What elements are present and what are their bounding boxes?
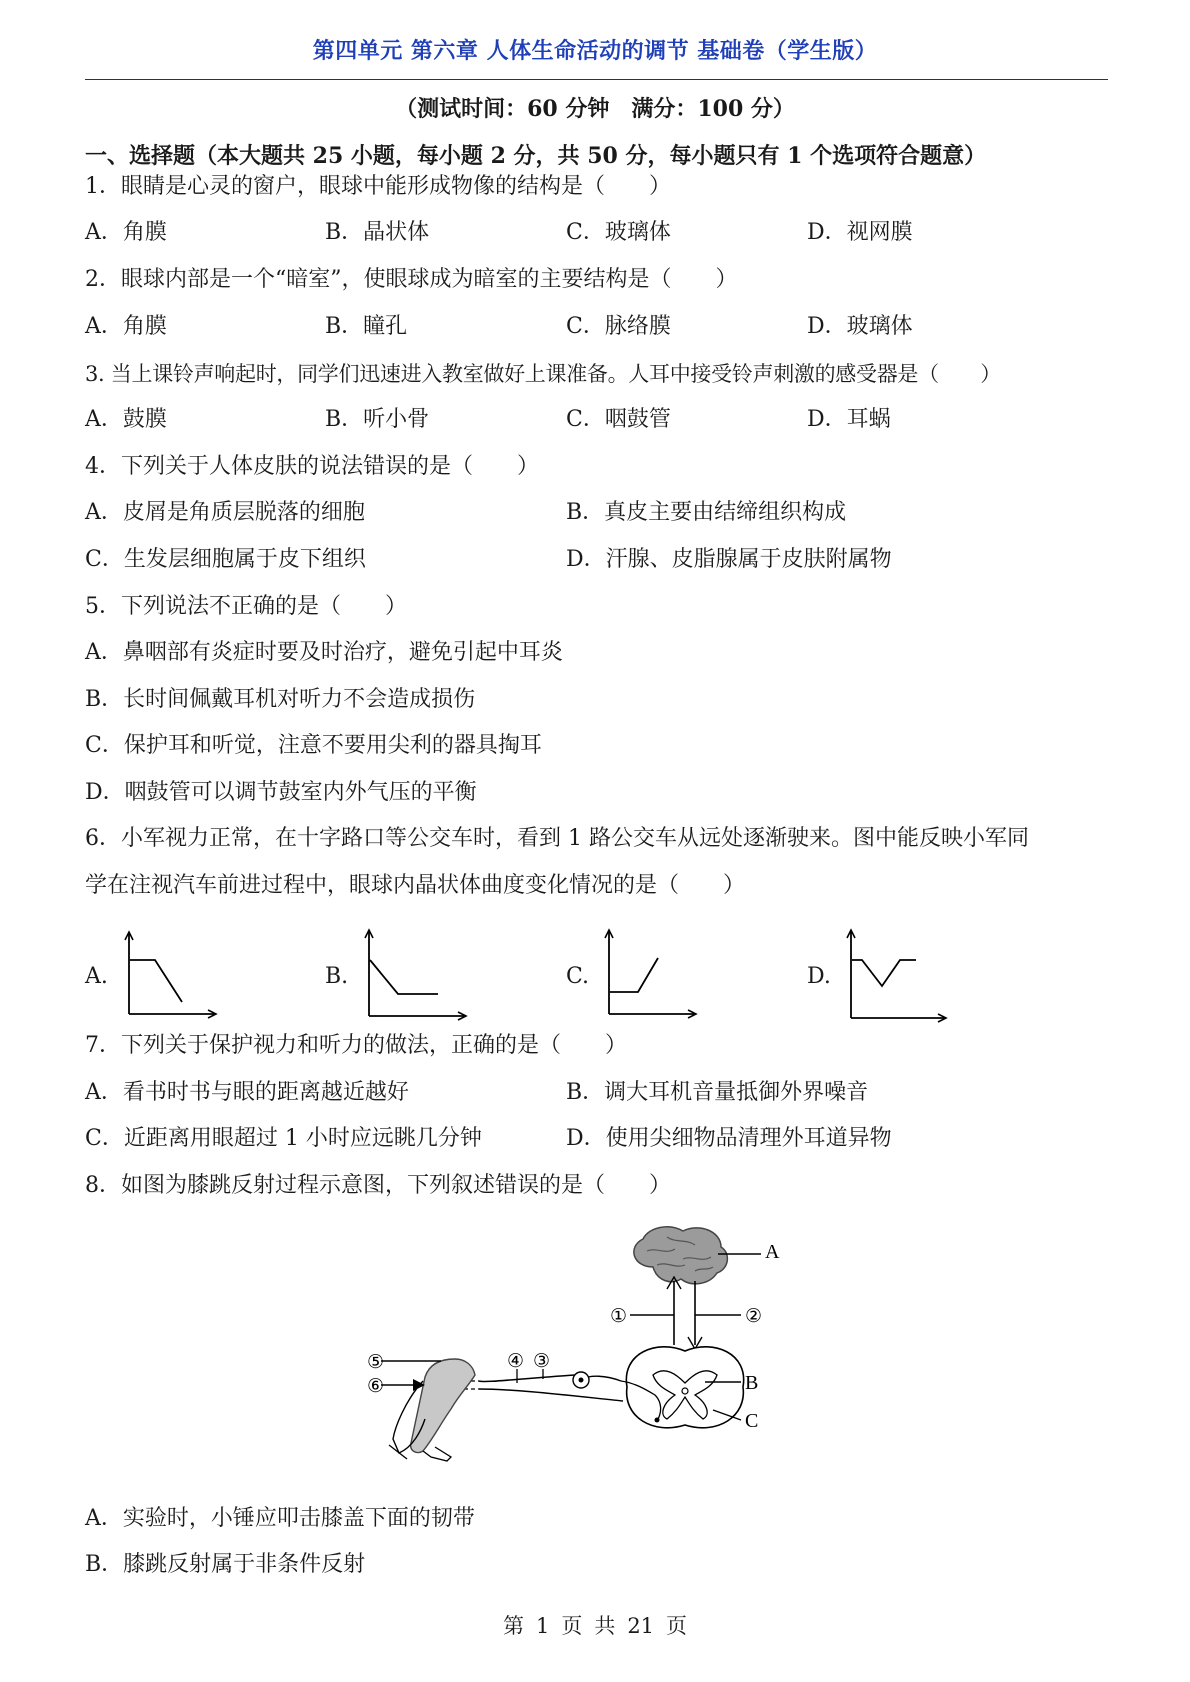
knee-jerk-reflex-diagram bbox=[367, 1225, 795, 1475]
question-4-stem: 4．下列关于人体皮肤的说法错误的是（ ） bbox=[85, 454, 540, 479]
q4-option-d: D．汗腺、皮脂腺属于皮肤附属物 bbox=[566, 547, 892, 572]
q5-option-a: A．鼻咽部有炎症时要及时治疗，避免引起中耳炎 bbox=[85, 640, 563, 665]
q6-option-d: D. bbox=[807, 964, 831, 989]
question-1-stem: 1．眼睛是心灵的窗户，眼球中能形成物像的结构是（ ） bbox=[85, 174, 672, 199]
footer-word-2: 页 bbox=[561, 1614, 583, 1638]
q1-option-b: B．晶状体 bbox=[325, 220, 430, 245]
label-5: ⑤ bbox=[367, 1351, 385, 1373]
label-3: ③ bbox=[533, 1350, 551, 1372]
footer-total-pages: 21 bbox=[627, 1614, 655, 1638]
question-7-stem: 7．下列关于保护视力和听力的做法，正确的是（ ） bbox=[85, 1033, 628, 1058]
label-a: A bbox=[765, 1241, 780, 1263]
section-heading: 一、选择题（本大题共 25 小题，每小题 2 分，共 50 分，每小题只有 1 个选项符合题意） bbox=[85, 143, 987, 169]
page-header-title: 第四单元 第六章 人体生命活动的调节 基础卷（学生版） bbox=[312, 39, 878, 64]
header-divider bbox=[85, 79, 1108, 80]
q1-option-a: A．角膜 bbox=[85, 220, 167, 245]
question-5-stem: 5．下列说法不正确的是（ ） bbox=[85, 594, 408, 619]
label-c: C bbox=[745, 1410, 759, 1432]
question-2-stem: 2．眼球内部是一个“暗室”，使眼球成为暗室的主要结构是（ ） bbox=[85, 267, 738, 292]
label-6: ⑥ bbox=[367, 1375, 385, 1397]
q2-option-a: A．角膜 bbox=[85, 314, 167, 339]
q6-graph-c bbox=[600, 928, 700, 1016]
q5-option-d: D．咽鼓管可以调节鼓室内外气压的平衡 bbox=[85, 780, 477, 805]
q3-option-b: B．听小骨 bbox=[325, 407, 430, 432]
q1-option-d: D．视网膜 bbox=[807, 220, 913, 245]
question-3-stem: 3. 当上课铃声响起时，同学们迅速进入教室做好上课准备。人耳中接受铃声刺激的感受器是（ ） bbox=[85, 362, 1001, 386]
brain-illustration bbox=[634, 1227, 728, 1284]
label-2: ② bbox=[745, 1305, 763, 1327]
q3-option-a: A．鼓膜 bbox=[85, 407, 167, 432]
q2-option-d: D．玻璃体 bbox=[807, 314, 913, 339]
q4-option-a: A．皮屑是角质层脱落的细胞 bbox=[85, 500, 365, 525]
q6-graph-b bbox=[360, 928, 470, 1018]
leg-illustration bbox=[389, 1359, 475, 1461]
question-8-stem: 8．如图为膝跳反射过程示意图，下列叙述错误的是（ ） bbox=[85, 1173, 672, 1198]
q6-option-a: A. bbox=[85, 964, 108, 989]
label-1: ① bbox=[610, 1305, 628, 1327]
q2-option-b: B．瞳孔 bbox=[325, 314, 408, 339]
footer-word-4: 页 bbox=[666, 1614, 688, 1638]
q6-graph-d bbox=[842, 928, 950, 1020]
q7-option-b: B．调大耳机音量抵御外界噪音 bbox=[566, 1080, 869, 1105]
footer-word-1: 第 bbox=[502, 1614, 524, 1638]
q2-option-c: C．脉络膜 bbox=[566, 314, 671, 339]
question-6-stem-line2: 学在注视汽车前进过程中，眼球内晶状体曲度变化情况的是（ ） bbox=[85, 873, 746, 898]
q7-option-a: A．看书时书与眼的距离越近越好 bbox=[85, 1080, 409, 1105]
q5-option-b: B．长时间佩戴耳机对听力不会造成损伤 bbox=[85, 687, 476, 712]
q8-option-b: B．膝跳反射属于非条件反射 bbox=[85, 1552, 366, 1577]
footer-page-number: 1 bbox=[535, 1614, 550, 1638]
label-b: B bbox=[745, 1372, 759, 1394]
q7-option-d: D．使用尖细物品清理外耳道异物 bbox=[566, 1126, 892, 1151]
q6-option-c: C. bbox=[566, 964, 590, 989]
q3-option-d: D．耳蜗 bbox=[807, 407, 891, 432]
q1-option-c: C．玻璃体 bbox=[566, 220, 671, 245]
exam-subtitle: （测试时间：60 分钟 满分：100 分） bbox=[395, 96, 795, 122]
q3-option-c: C．咽鼓管 bbox=[566, 407, 671, 432]
q4-option-c: C．生发层细胞属于皮下组织 bbox=[85, 547, 366, 572]
page-footer bbox=[0, 1610, 1190, 1640]
q6-graph-a bbox=[120, 930, 220, 1016]
q7-option-c: C．近距离用眼超过 1 小时应远眺几分钟 bbox=[85, 1126, 482, 1151]
label-4: ④ bbox=[507, 1350, 525, 1372]
q4-option-b: B．真皮主要由结缔组织构成 bbox=[566, 500, 847, 525]
question-6-stem-line1: 6．小军视力正常，在十字路口等公交车时，看到 1 路公交车从远处逐渐驶来。图中能反映小军同 bbox=[85, 826, 1029, 851]
q5-option-c: C．保护耳和听觉，注意不要用尖利的器具掏耳 bbox=[85, 733, 542, 758]
footer-word-3: 共 bbox=[594, 1614, 616, 1638]
q8-option-a: A．实验时，小锤应叩击膝盖下面的韧带 bbox=[85, 1506, 475, 1531]
q6-option-b: B. bbox=[325, 964, 349, 989]
